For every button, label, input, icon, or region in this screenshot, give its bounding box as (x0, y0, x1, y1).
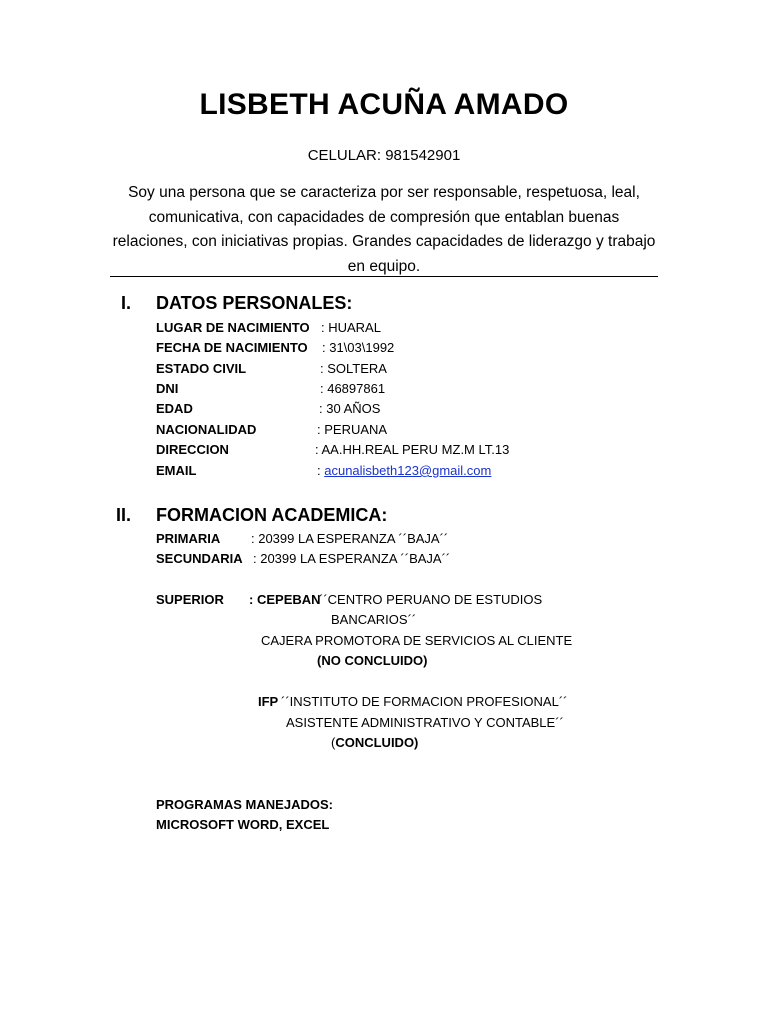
secundaria-label: SECUNDARIA (156, 551, 243, 566)
ifp-status-paren: ( (331, 735, 336, 750)
field-value-birthplace: : HUARAL (321, 320, 381, 335)
primaria-value: : 20399 LA ESPERANZA ´´BAJA´´ (251, 531, 449, 546)
ifp-abbr: IFP (258, 694, 279, 709)
programs-list: MICROSOFT WORD, EXCEL (156, 817, 330, 832)
field-value-address: : AA.HH.REAL PERU MZ.M LT.13 (315, 442, 510, 457)
field-value-civil-status: : SOLTERA (320, 361, 387, 376)
email-link[interactable]: acunalisbeth123@gmail.com (324, 463, 492, 478)
field-label-nationality: NACIONALIDAD (156, 422, 257, 437)
cepeban-status: (NO CONCLUIDO) (317, 653, 428, 668)
ifp-status-text: CONCLUIDO) (335, 735, 419, 750)
field-value-birthdate: : 31\03\1992 (322, 340, 395, 355)
field-label-civil-status: ESTADO CIVIL (156, 361, 247, 376)
field-label-birthplace: LUGAR DE NACIMIENTO (156, 320, 310, 335)
email-prefix: : (317, 463, 325, 478)
field-value-email (317, 463, 491, 478)
superior-label: SUPERIOR (156, 592, 224, 607)
cepeban-name-line1: ´´CENTRO PERUANO DE ESTUDIOS (319, 592, 543, 607)
header-divider (110, 276, 658, 277)
section2-number: II. (116, 505, 132, 525)
section1-number: I. (121, 293, 132, 313)
programs-heading: PROGRAMAS MANEJADOS: (156, 797, 333, 812)
field-label-birthdate: FECHA DE NACIMIENTO (156, 340, 308, 355)
secundaria-value: : 20399 LA ESPERANZA ´´BAJA´´ (253, 551, 451, 566)
cv-name-title: LISBETH ACUÑA AMADO (199, 88, 569, 121)
field-label-age: EDAD (156, 401, 193, 416)
ifp-career: ASISTENTE ADMINISTRATIVO Y CONTABLE´´ (286, 715, 564, 730)
field-value-age: : 30 AÑOS (319, 401, 381, 416)
phone-line: CELULAR: 981542901 (307, 147, 461, 164)
profile-summary: Soy una persona que se caracteriza por ser responsable, respetuosa, leal, comunicativa, con capacidades de compresión que entablan buenas relaciones, con iniciativas propias. Grandes capacidades de liderazgo y trabajo en equipo. (112, 184, 656, 275)
field-value-dni: : 46897861 (320, 381, 386, 396)
ifp-name: ´´INSTITUTO DE FORMACION PROFESIONAL´´ (281, 694, 568, 709)
ifp-status (331, 735, 418, 750)
field-value-nationality: : PERUANA (317, 422, 388, 437)
field-label-address: DIRECCION (156, 442, 229, 457)
cepeban-abbr: CEPEBAN (257, 592, 321, 607)
cepeban-career: CAJERA PROMOTORA DE SERVICIOS AL CLIENTE (261, 633, 573, 648)
section1-title: DATOS PERSONALES: (156, 293, 353, 313)
primaria-label: PRIMARIA (156, 531, 221, 546)
superior-colon: : (249, 592, 254, 607)
field-label-email: EMAIL (156, 463, 197, 478)
field-label-dni: DNI (156, 381, 179, 396)
cepeban-name-line2: BANCARIOS´´ (331, 612, 417, 627)
section2-title: FORMACION ACADEMICA: (156, 505, 388, 525)
